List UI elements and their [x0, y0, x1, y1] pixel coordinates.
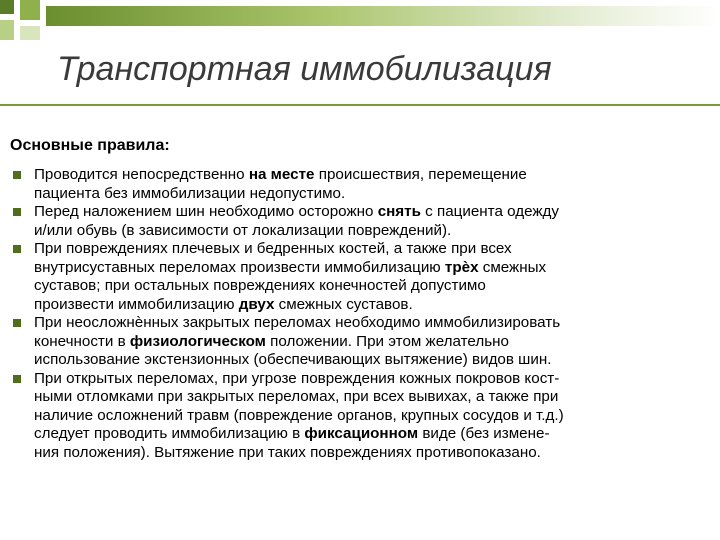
emphasis-text: двух: [238, 295, 275, 313]
rule-line: [34, 370, 710, 389]
rule-text: положении. При этом желательно: [265, 332, 509, 350]
rule-line: [34, 407, 710, 426]
slide-title: Транспортная иммобилизация: [57, 50, 552, 88]
rule-line: [34, 444, 710, 463]
rule-text: смежных суставов.: [274, 295, 413, 313]
rule-line: [34, 240, 710, 259]
rule-line: [34, 388, 710, 407]
emphasis-text: снять: [377, 203, 421, 220]
rule-text: При повреждениях плечевых и бедренных костей, а также при всех: [34, 240, 512, 257]
rule-line: [34, 314, 710, 333]
rule-text: конечности в: [34, 332, 130, 350]
square-bullet-icon: [13, 375, 21, 383]
emphasis-text: на месте: [248, 166, 315, 183]
square-bullet-icon: [13, 319, 21, 327]
rule-text: пациента без иммобилизации недопустимо.: [34, 184, 346, 202]
rule-text: следует проводить иммобилизацию в: [34, 425, 305, 442]
header-gradient-bar: [46, 6, 720, 26]
rule-text: ния положения). Вытяжение при таких повреждениях противопоказано.: [34, 443, 541, 461]
rule-text: и/или обувь (в зависимости от локализации повреждений).: [34, 221, 452, 239]
rule-line: [34, 203, 710, 222]
decor-square: [0, 0, 14, 14]
rule-text: Перед наложением шин необходимо осторожно: [34, 203, 378, 220]
rule-line: [34, 166, 710, 185]
rule-text: с пациента одежду: [420, 203, 559, 220]
rule-text: виде (без измене-: [418, 425, 550, 442]
rule-text: произвести иммобилизацию: [34, 295, 239, 313]
rule-line: [34, 259, 710, 278]
rule-line: [34, 351, 710, 370]
rule-text: При неосложнѐнных закрытых переломах необходимо иммобилизировать: [34, 314, 561, 331]
rule-text: При открытых переломах, при угрозе повреждения кожных покровов кост-: [34, 369, 560, 387]
emphasis-text: физиологическом: [129, 332, 266, 350]
rule-item: [10, 166, 710, 203]
rule-line: [34, 222, 710, 241]
section-heading: Основные правила:: [10, 137, 170, 154]
rule-item: [10, 370, 710, 463]
rule-item: [10, 240, 710, 314]
decor-square: [0, 20, 14, 40]
square-bullet-icon: [13, 208, 21, 216]
rule-text: суставов; при остальных повреждениях конечностей допустимо: [34, 277, 486, 294]
rule-item: [10, 314, 710, 370]
rule-text: ными отломками при закрытых переломах, при всех вывихах, а также при: [34, 388, 559, 405]
rule-text: происшествия, перемещение: [314, 166, 527, 183]
rule-text: использование экстензионных (обеспечивающих вытяжение) видов шин.: [34, 351, 552, 368]
rule-item: [10, 203, 710, 240]
square-bullet-icon: [13, 245, 21, 253]
rules-list: [10, 166, 710, 462]
title-divider: [0, 104, 720, 106]
decor-square: [20, 0, 40, 20]
emphasis-text: трѐх: [444, 258, 479, 276]
rule-line: [34, 296, 710, 315]
rule-line: [34, 425, 710, 444]
square-bullet-icon: [13, 171, 21, 179]
rule-text: Проводится непосредственно: [34, 166, 249, 183]
rule-line: [34, 333, 710, 352]
rule-text: наличие осложнений травм (повреждение органов, крупных сосудов и т.д.): [34, 406, 564, 424]
rule-text: смежных: [478, 258, 547, 276]
rule-line: [34, 185, 710, 204]
rule-line: [34, 277, 710, 296]
emphasis-text: фиксационном: [304, 425, 419, 442]
rule-text: внутрисуставных переломах произвести иммобилизацию: [34, 258, 445, 276]
decor-square: [20, 26, 40, 40]
